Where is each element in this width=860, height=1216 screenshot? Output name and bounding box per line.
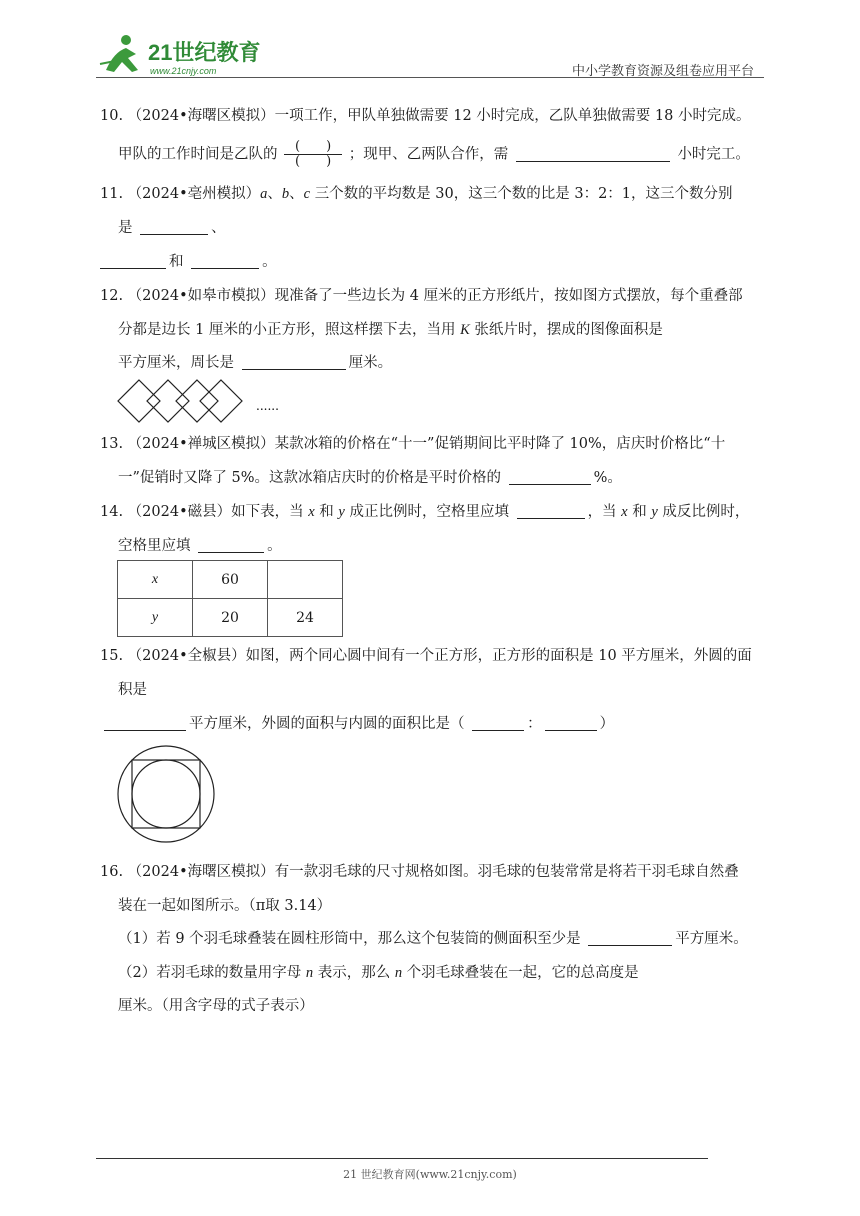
inner-circle bbox=[132, 760, 200, 828]
question-text: %。 bbox=[593, 470, 622, 486]
question-16-sub2 bbox=[118, 963, 782, 983]
question-text: （1）若 9 个羽毛球叠装在圆柱形筒中，那么这个包装筒的侧面积至少是 bbox=[118, 931, 581, 947]
question-14 bbox=[100, 502, 764, 522]
question-text: 积是 bbox=[118, 682, 147, 698]
question-16-sub2-line2 bbox=[118, 996, 782, 1016]
concentric-circles-figure bbox=[116, 744, 220, 844]
question-13-line2 bbox=[118, 468, 782, 488]
question-text: （2024•全椒县）如图，两个同心圆中间有一个正方形，正方形的面积是 10 平方厘米，外圆的面 bbox=[127, 648, 752, 664]
question-text: 张纸片时，摆成的图像面积是 bbox=[474, 322, 663, 338]
table-cell bbox=[118, 599, 193, 637]
question-text: （2）若羽毛球的数量用字母 bbox=[118, 965, 302, 981]
question-11-line2 bbox=[118, 218, 782, 238]
question-number: 16. bbox=[100, 864, 124, 880]
var-x: x bbox=[308, 504, 315, 520]
question-text: 和 bbox=[632, 504, 647, 520]
var-k: K bbox=[460, 322, 470, 338]
question-text: （2024•海曙区模拟）有一款羽毛球的尺寸规格如图。羽毛球的包装常常是将若干羽毛球自然叠 bbox=[127, 864, 739, 880]
question-text: 个羽毛球叠装在一起，它的总高度是 bbox=[406, 965, 639, 981]
question-15-line3 bbox=[104, 714, 768, 734]
question-text: （2024•海曙区模拟）一项工作，甲队单独做需要 12 小时完成，乙队单独做需要 18 小时完成。 bbox=[127, 108, 751, 124]
table-row bbox=[118, 599, 343, 637]
fraction-denominator: ( ) bbox=[295, 154, 332, 169]
var-n: n bbox=[394, 965, 403, 981]
answer-blank[interactable] bbox=[100, 254, 166, 269]
var-b: b bbox=[281, 186, 290, 202]
question-16-line2 bbox=[118, 896, 782, 916]
question-text: 三个数的平均数是 30，这三个数的比是 3：2：1，这三个数分别 bbox=[314, 186, 733, 202]
table-cell: 20 bbox=[193, 599, 268, 637]
question-number: 14. bbox=[100, 504, 124, 520]
table-cell-blank[interactable] bbox=[268, 561, 343, 599]
question-11 bbox=[100, 184, 764, 204]
question-text: 小时完工。 bbox=[677, 146, 750, 163]
question-text: 表示，那么 bbox=[317, 965, 391, 981]
question-16 bbox=[100, 862, 764, 882]
table-row bbox=[118, 561, 343, 599]
question-text: 空格里应填 bbox=[118, 538, 191, 554]
square-1 bbox=[118, 380, 160, 422]
question-15-line2 bbox=[118, 680, 782, 700]
separator: 。 bbox=[262, 254, 277, 270]
answer-blank[interactable] bbox=[242, 355, 346, 370]
separator: 、 bbox=[211, 220, 226, 236]
square-2 bbox=[147, 380, 189, 422]
footer-text: 21 世纪教育网(www.21cnjy.com) bbox=[343, 1168, 517, 1181]
question-text: 和 bbox=[169, 254, 184, 270]
question-text: （2024•磁县）如下表，当 bbox=[127, 504, 304, 520]
var-x: x bbox=[621, 504, 628, 520]
question-text: 是 bbox=[118, 220, 133, 236]
question-text: 成反比例时， bbox=[662, 504, 750, 520]
question-text: 和 bbox=[319, 504, 334, 520]
var-y: y bbox=[651, 504, 658, 520]
answer-blank[interactable] bbox=[516, 147, 670, 162]
question-text: 平方厘米。 bbox=[675, 931, 748, 947]
separator: ： bbox=[527, 716, 542, 732]
question-number: 11. bbox=[100, 186, 124, 202]
question-text: 厘米。（用含字母的式子表示） bbox=[118, 998, 314, 1014]
question-10-line2 bbox=[118, 140, 782, 169]
question-text: （2024•禅城区模拟）某款冰箱的价格在“十一”促销期间比平时降了 10%，店庆时价格比“十 bbox=[127, 436, 726, 452]
var-y: y bbox=[338, 504, 345, 520]
square-4 bbox=[200, 380, 242, 422]
question-number: 15. bbox=[100, 648, 124, 664]
question-number: 10. bbox=[100, 108, 124, 124]
question-text: 。 bbox=[267, 538, 282, 554]
header-divider bbox=[96, 77, 764, 78]
answer-blank[interactable] bbox=[545, 716, 597, 731]
question-text: ，当 bbox=[587, 504, 617, 520]
xy-table bbox=[117, 560, 343, 637]
var-a: a bbox=[260, 186, 268, 202]
footer-divider bbox=[96, 1158, 708, 1159]
separator: 、 bbox=[289, 186, 304, 202]
question-14-line2 bbox=[118, 536, 782, 556]
var-c: c bbox=[303, 186, 311, 202]
fraction-numerator: ( ) bbox=[284, 140, 342, 155]
question-text: ） bbox=[599, 716, 615, 732]
answer-blank[interactable] bbox=[140, 220, 208, 235]
square-3 bbox=[176, 380, 218, 422]
question-12 bbox=[100, 286, 764, 306]
overlapping-squares-figure bbox=[116, 378, 316, 424]
question-text: （2024•亳州模拟） bbox=[127, 186, 261, 202]
question-text: 厘米。 bbox=[348, 355, 393, 371]
cell-text: y bbox=[151, 610, 159, 625]
question-text: 一”促销时又降了 5%。这款冰箱店庆时的价格是平时价格的 bbox=[118, 470, 502, 486]
question-text: 甲队的工作时间是乙队的 bbox=[118, 146, 278, 163]
question-text: 平方厘米，外圆的面积与内圆的面积比是（ bbox=[189, 716, 465, 732]
logo-text: 21世纪教育 bbox=[148, 40, 261, 65]
answer-blank[interactable] bbox=[509, 470, 591, 485]
question-text: ；现甲、乙两队合作，需 bbox=[348, 146, 509, 163]
var-n: n bbox=[305, 965, 314, 981]
ellipsis: ...... bbox=[256, 399, 279, 413]
question-13 bbox=[100, 434, 764, 454]
question-number: 12. bbox=[100, 288, 124, 304]
question-number: 13. bbox=[100, 436, 124, 452]
question-16-sub1 bbox=[118, 929, 782, 949]
table-cell bbox=[118, 561, 193, 599]
page-header bbox=[96, 30, 764, 78]
question-text: 平方厘米，周长是 bbox=[118, 355, 234, 371]
platform-title: 中小学教育资源及组卷应用平台 bbox=[571, 64, 754, 79]
question-text: （2024•如皋市模拟）现准备了一些边长为 4 厘米的正方形纸片，按如图方式摆放，每个重叠部 bbox=[127, 288, 743, 304]
answer-blank[interactable] bbox=[191, 254, 259, 269]
question-12-line3 bbox=[118, 353, 782, 373]
cell-text: x bbox=[151, 572, 159, 587]
answer-blank[interactable] bbox=[588, 931, 672, 946]
question-11-line3 bbox=[100, 252, 764, 272]
logo-url: www.21cnjy.com bbox=[150, 66, 217, 76]
answer-blank[interactable] bbox=[517, 504, 585, 519]
answer-blank[interactable] bbox=[198, 538, 264, 553]
table-cell: 24 bbox=[268, 599, 343, 637]
question-12-line2 bbox=[118, 320, 782, 340]
question-15 bbox=[100, 646, 764, 666]
answer-blank[interactable] bbox=[104, 716, 186, 731]
question-text: 成正比例时，空格里应填 bbox=[349, 504, 509, 520]
answer-blank[interactable] bbox=[472, 716, 524, 731]
question-10 bbox=[100, 106, 764, 126]
table-cell: 60 bbox=[193, 561, 268, 599]
logo-icon bbox=[96, 30, 266, 78]
separator: 、 bbox=[267, 186, 282, 202]
question-text: 分都是边长 1 厘米的小正方形，照这样摆下去，当用 bbox=[118, 322, 456, 338]
fraction-blank[interactable] bbox=[284, 140, 342, 169]
question-text: 装在一起如图所示。（π取 3.14） bbox=[118, 898, 332, 914]
